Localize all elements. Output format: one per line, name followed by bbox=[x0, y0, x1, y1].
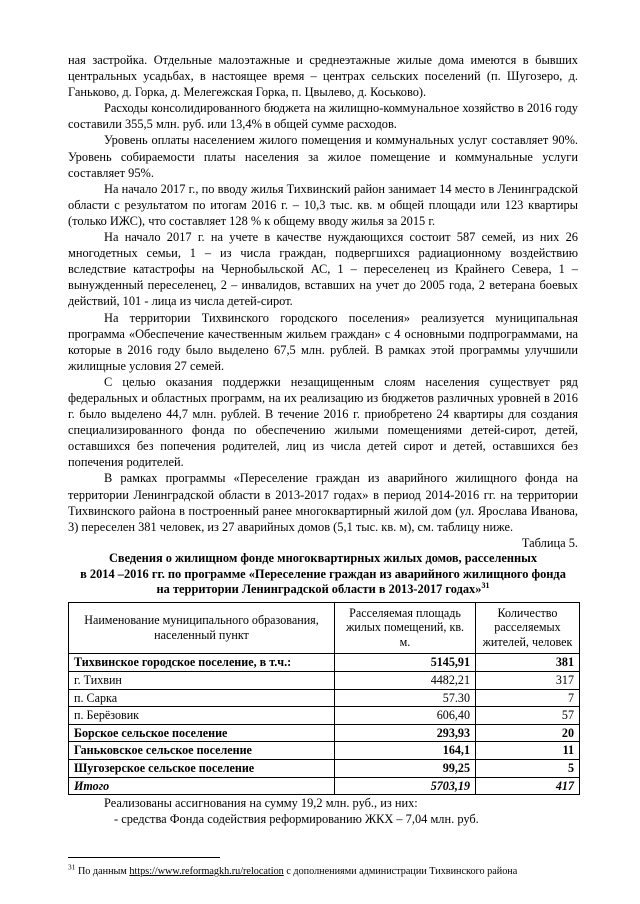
footnote-separator bbox=[68, 857, 220, 858]
cell-people: 57 bbox=[476, 707, 580, 725]
footnote-link[interactable]: https://www.reformagkh.ru/relocation bbox=[129, 866, 284, 877]
table-header bbox=[69, 602, 580, 654]
cell-municipality: Итого bbox=[69, 777, 335, 795]
paragraph-3: Уровень оплаты населением жилого помещения и коммунальных услуг составляет 90%. Уровень собираемости платы населения за жилое помещение и коммунальные услуги составляет 95%. bbox=[68, 133, 578, 180]
post-table-line-2: - средства Фонда содействия реформированию ЖКХ – 7,04 млн. руб. bbox=[114, 812, 479, 827]
column-header-municipality: Наименование муниципального образования, населенный пункт bbox=[69, 602, 335, 654]
cell-area: 57.30 bbox=[335, 689, 476, 707]
paragraph-7: С целью оказания поддержки незащищенным слоям населения существует ряд федеральных и областных программ, на их реализацию из бюджетов различных уровней в 2016 г. было выделено 44,7 млн. рублей. В течение 2016 г. приобретено 24 квартиры для создания специализированного фонда по обеспечению жилыми помещениями детей-сирот, детей, оставшихся без попечения родителей, лиц из числа детей сирот и детей, оставшихся без попечения родителей. bbox=[68, 374, 578, 470]
cell-people: 20 bbox=[476, 724, 580, 742]
table-caption bbox=[68, 551, 578, 598]
paragraph-6: На территории Тихвинского городского поселения» реализуется муниципальная программа «Обеспечение качественным жильем граждан» с 4 основными подпрограммами, на которые в 2016 году было выделено 67,5 млн. рублей. В рамках этой программы улучшили жилищные условия 27 семей. bbox=[68, 310, 578, 373]
table-row bbox=[69, 724, 580, 742]
table-row bbox=[69, 672, 580, 690]
cell-people: 381 bbox=[476, 654, 580, 672]
table-caption-line-1: Сведения о жилищном фонде многоквартирных жилых домов, расселенных bbox=[108, 550, 538, 565]
cell-area: 293,93 bbox=[335, 724, 476, 742]
cell-people: 417 bbox=[476, 777, 580, 795]
cell-area: 164,1 bbox=[335, 742, 476, 760]
table-header-row bbox=[69, 602, 580, 654]
table-caption-line-2: в 2014 –2016 гг. по программе «Переселение граждан из аварийного жилищного фонда bbox=[80, 566, 566, 581]
footnote-text-after: с дополнениями администрации Тихвинского района bbox=[283, 866, 518, 877]
cell-municipality: п. Сарка bbox=[69, 689, 335, 707]
table-body bbox=[69, 654, 580, 795]
table-caption-footnote-ref: 31 bbox=[481, 580, 490, 590]
footnote-text-before: По данным bbox=[77, 866, 130, 877]
paragraph-2: Расходы консолидированного бюджета на жилищно-коммунальное хозяйство в 2016 году составили 355,5 млн. руб. или 13,4% в общей сумме расходов. bbox=[68, 101, 578, 132]
cell-municipality: Шугозерское сельское поселение bbox=[69, 760, 335, 778]
cell-municipality: Ганьковское сельское поселение bbox=[69, 742, 335, 760]
table-row bbox=[69, 654, 580, 672]
cell-municipality: Тихвинское городское поселение, в т.ч.: bbox=[69, 654, 335, 672]
table-row bbox=[69, 742, 580, 760]
table-caption-line-3-text: на территории Ленинградской области в 2013-2017 годах» bbox=[156, 582, 482, 597]
column-header-people: Количество расселяемых жителей, человек bbox=[476, 602, 580, 654]
table-row bbox=[69, 707, 580, 725]
paragraph-1: ная застройка. Отдельные малоэтажные и среднеэтажные жилые дома имеются в бывших центральных усадьбах, в настоящее время – центрах сельских поселений (п. Шугозеро, д. Ганьково, д. Горка, д. Мелегежская Горка, п. Цвылево, д. Коськово). bbox=[68, 53, 578, 100]
cell-municipality: г. Тихвин bbox=[69, 672, 335, 690]
cell-people: 317 bbox=[476, 672, 580, 690]
cell-municipality: п. Берёзовик bbox=[69, 707, 335, 725]
table-row-total bbox=[69, 777, 580, 795]
resettlement-table bbox=[68, 602, 580, 796]
cell-area: 606,40 bbox=[335, 707, 476, 725]
cell-people: 11 bbox=[476, 742, 580, 760]
paragraph-4: На начало 2017 г., по вводу жилья Тихвинский район занимает 14 место в Ленинградской области с результатом по итогам 2016 г. – 10,3 тыс. кв. м общей площади или 123 квартиры (только ИЖС), что составляет 128 % к общему вводу жилья за 2015 г. bbox=[68, 181, 578, 228]
column-header-area: Расселяемая площадь жилых помещений, кв. м. bbox=[335, 602, 476, 654]
cell-area: 99,25 bbox=[335, 760, 476, 778]
footnote-text bbox=[68, 862, 580, 878]
cell-municipality: Борское сельское поселение bbox=[69, 724, 335, 742]
cell-area: 4482,21 bbox=[335, 672, 476, 690]
cell-area: 5145,91 bbox=[335, 654, 476, 672]
paragraph-5: На начало 2017 г. на учете в качестве нуждающихся состоит 587 семей, из них 26 многодетных семьи, 1 – из числа граждан, подвергшихся радиационному воздействию вследствие катастрофы на Чернобыльской АС, 1 – переселенец из Крайнего Севера, 1 – вынужденный переселенец, 2 – инвалидов, вставших на учет до 2005 года, 2 ветерана боевых действий, 101 - лица из числа детей-сирот. bbox=[68, 230, 578, 309]
table-row bbox=[69, 760, 580, 778]
footnote-area bbox=[68, 857, 580, 878]
cell-people: 5 bbox=[476, 760, 580, 778]
table-number-label: Таблица 5. bbox=[521, 535, 578, 550]
paragraph-8: В рамках программы «Переселение граждан из аварийного жилищного фонда на территории Ленинградской области в 2013-2017 годах» в период 2014-2016 гг. на территории Тихвинского района в построенный ранее многоквартирный жилой дом (ул. Ярослава Иванова, 3) переселен 381 человек, из 27 аварийных домов (5,1 тыс. кв. м), см. таблицу ниже. bbox=[68, 471, 578, 534]
table-row bbox=[69, 689, 580, 707]
cell-area: 5703,19 bbox=[335, 777, 476, 795]
table-caption-line-3 bbox=[68, 582, 578, 598]
cell-people: 7 bbox=[476, 689, 580, 707]
post-table-line-1: Реализованы ассигнования на сумму 19,2 млн. руб., из них: bbox=[104, 796, 418, 811]
footnote-marker: 31 bbox=[68, 862, 76, 872]
